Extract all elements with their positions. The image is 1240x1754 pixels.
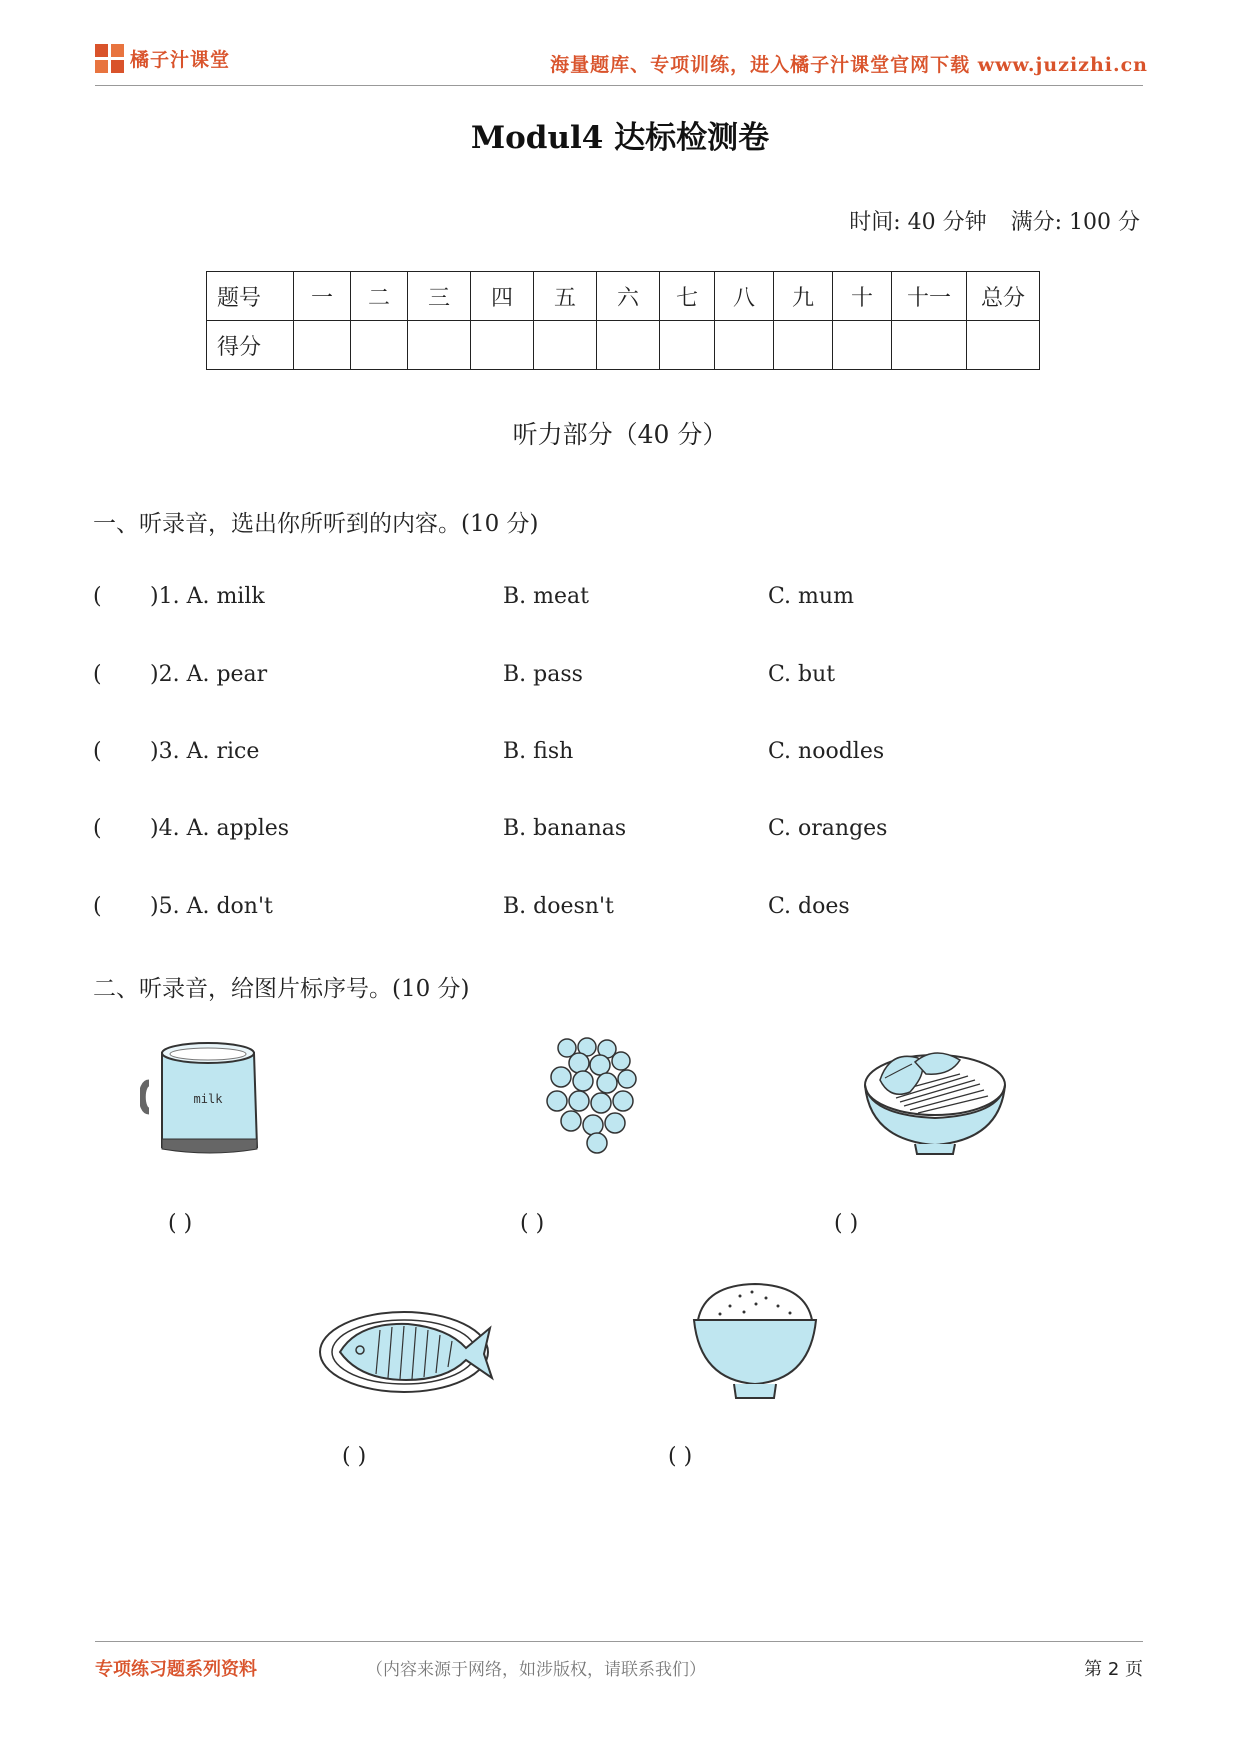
option-c: C. does	[768, 894, 850, 919]
milk-label: milk	[193, 1092, 223, 1106]
listening-heading: 听力部分（40 分）	[512, 420, 728, 449]
score-table-header: 三	[408, 272, 471, 321]
header-slogan: 海量题库、专项训练，进入橘子汁课堂官网下载 www.juzizhi.cn	[550, 54, 1148, 76]
score-cell[interactable]	[597, 321, 660, 370]
score-cell[interactable]	[471, 321, 534, 370]
answer-blank[interactable]: (	[93, 739, 102, 764]
footer-series: 专项练习题系列资料	[95, 1659, 257, 1680]
score-cell[interactable]	[892, 321, 967, 370]
answer-blank[interactable]: (	[93, 662, 102, 687]
answer-blank[interactable]: (	[93, 584, 102, 609]
grapes-icon	[545, 1035, 655, 1160]
option-c: C. oranges	[768, 816, 888, 841]
score-table-header: 一	[294, 272, 351, 321]
picture-answer-blank[interactable]: ( )	[342, 1444, 367, 1469]
score-cell[interactable]	[408, 321, 471, 370]
score-table-header: 八	[715, 272, 774, 321]
score-table-header-row	[207, 272, 1040, 321]
footer-divider	[95, 1641, 1143, 1642]
exam-meta	[849, 205, 1140, 236]
header-divider	[95, 85, 1143, 86]
section-2-title: 二、听录音，给图片标序号。(10 分)	[93, 976, 470, 1002]
score-cell[interactable]	[833, 321, 892, 370]
score-table-header: 六	[597, 272, 660, 321]
answer-blank[interactable]: (	[93, 894, 102, 919]
option-b: B. meat	[503, 584, 589, 609]
score-table-score-row	[207, 321, 1040, 370]
option-c: C. but	[768, 662, 836, 687]
footer-copyright-note: （内容来源于网络，如涉版权，请联系我们）	[366, 1660, 706, 1680]
noodle-bowl-icon	[860, 1040, 1010, 1160]
score-cell[interactable]	[351, 321, 408, 370]
score-table-row-label: 得分	[207, 321, 294, 370]
page-title: Modul4 达标检测卷	[470, 120, 770, 156]
option-b: B. fish	[503, 739, 574, 764]
page-number: 第 2 页	[1084, 1659, 1143, 1680]
score-table-header: 七	[660, 272, 715, 321]
score-table-header: 五	[534, 272, 597, 321]
option-c: C. noodles	[768, 739, 885, 764]
answer-blank[interactable]: (	[93, 816, 102, 841]
score-cell[interactable]	[534, 321, 597, 370]
option-c: C. mum	[768, 584, 854, 609]
question-stem: )2. A. pear	[150, 662, 268, 687]
question-stem: )5. A. don't	[150, 894, 273, 919]
score-cell[interactable]	[774, 321, 833, 370]
logo-icon	[95, 44, 125, 74]
exam-full-score: 满分: 100 分	[1010, 210, 1140, 235]
question-stem: )1. A. milk	[150, 584, 265, 609]
score-cell[interactable]	[294, 321, 351, 370]
picture-answer-blank[interactable]: ( )	[834, 1211, 859, 1236]
option-b: B. doesn't	[503, 894, 614, 919]
exam-time: 时间: 40 分钟	[849, 210, 987, 235]
section-1-title: 一、听录音，选出你所听到的内容。(10 分)	[93, 511, 539, 537]
score-cell[interactable]	[660, 321, 715, 370]
score-cell[interactable]	[715, 321, 774, 370]
score-table-header: 四	[471, 272, 534, 321]
score-cell[interactable]	[967, 321, 1040, 370]
picture-answer-blank[interactable]: ( )	[668, 1444, 693, 1469]
rice-bowl-icon	[690, 1280, 820, 1405]
score-table	[206, 271, 1040, 370]
option-b: B. bananas	[503, 816, 627, 841]
picture-answer-blank[interactable]: ( )	[520, 1211, 545, 1236]
score-table-header: 九	[774, 272, 833, 321]
milk-cup-icon	[140, 1035, 265, 1160]
option-b: B. pass	[503, 662, 583, 687]
score-table-header: 十	[833, 272, 892, 321]
picture-answer-blank[interactable]: ( )	[168, 1211, 193, 1236]
question-stem: )3. A. rice	[150, 739, 260, 764]
score-table-header: 十一	[892, 272, 967, 321]
logo-text: 橘子汁课堂	[130, 49, 231, 71]
question-stem: )4. A. apples	[150, 816, 290, 841]
score-table-header: 总分	[967, 272, 1040, 321]
score-table-header: 二	[351, 272, 408, 321]
score-table-row-label: 题号	[207, 272, 294, 321]
fish-plate-icon	[318, 1300, 498, 1400]
